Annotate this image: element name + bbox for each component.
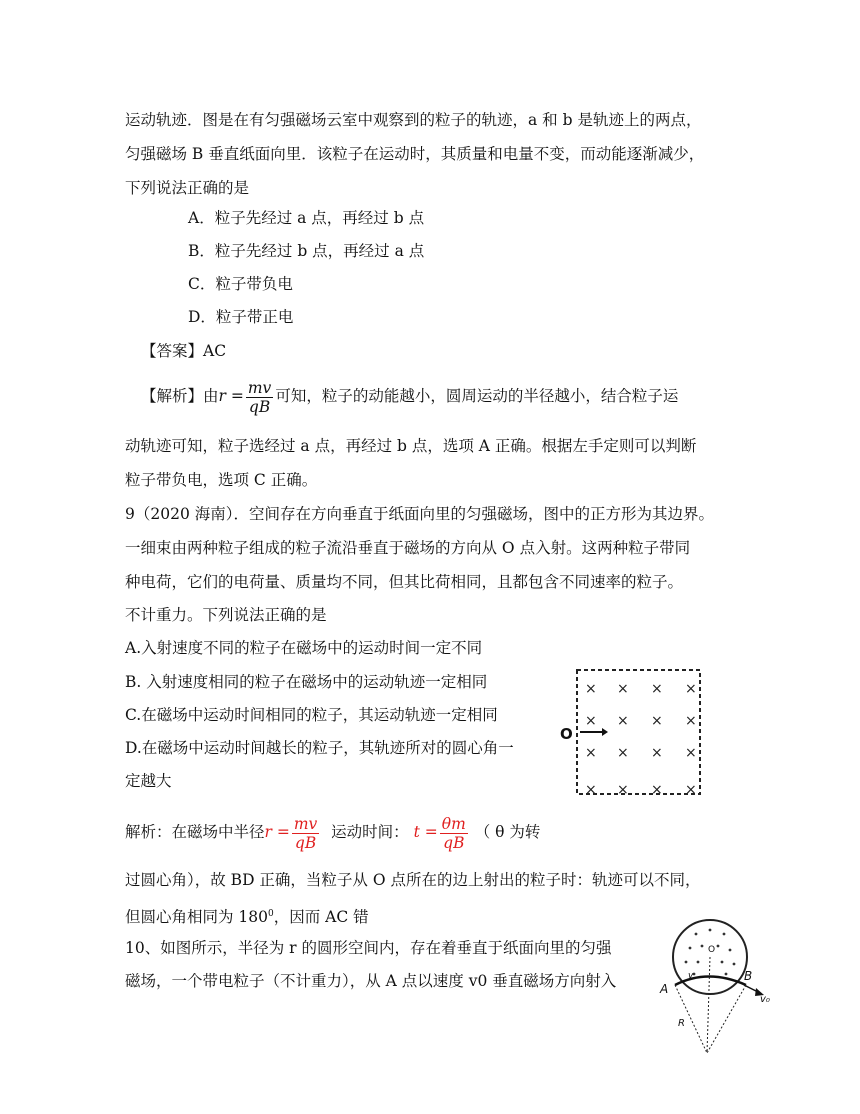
radius-line-right	[707, 985, 746, 1053]
circle-field-figure	[656, 910, 776, 1060]
question-line: 种电荷，它们的电荷量、质量均不同，但其比荷相同，且都包含不同速率的粒子。	[125, 573, 684, 591]
option-c: C.在磁场中运动时间相同的粒子，其运动轨迹一定相同	[125, 706, 498, 724]
label-v: v	[688, 971, 694, 981]
analysis-line: 粒子带负电，选项 C 正确。	[125, 471, 318, 489]
paragraph-line: 匀强磁场 B 垂直纸面向里．该粒子在运动时，其质量和电量不变，而动能逐渐减少，	[125, 145, 705, 163]
field-cross-2-1: ×	[617, 745, 629, 761]
option-d-continued: 定越大	[125, 772, 172, 790]
question-line: 磁场，一个带电粒子（不计重力），从 A 点以速度 v0 垂直磁场方向射入	[125, 972, 617, 990]
field-dot-1	[709, 929, 712, 932]
analysis-note: （ θ 为转	[474, 823, 541, 841]
analysis-line	[141, 376, 678, 416]
field-cross-1-2: ×	[651, 713, 663, 729]
analysis-line: 过圆心角），故 BD 正确，当粒子从 O 点所在的边上射出的粒子时：轨迹可以不同，	[125, 871, 701, 889]
field-dot-3	[689, 947, 692, 950]
option-c: C．粒子带负电	[188, 275, 293, 293]
option-b: B. 入射速度相同的粒子在磁场中的运动轨迹一定相同	[125, 673, 488, 691]
formula-denominator: qB	[248, 397, 271, 416]
field-cross-2-2: ×	[651, 745, 663, 761]
analysis-line	[125, 810, 540, 854]
degree-superscript: 0	[268, 909, 274, 919]
analysis-text: ，因而 AC 错	[273, 908, 369, 927]
analysis-line: 动轨迹可知，粒子选经过 a 点，再经过 b 点，选项 A 正确。根据左手定则可以判断	[125, 437, 697, 455]
label-b: B	[744, 969, 753, 983]
analysis-prefix: 解析：在磁场中半径	[125, 823, 265, 841]
field-dot-12	[725, 973, 728, 976]
field-cross-1-0: ×	[585, 713, 597, 729]
field-dot-5	[717, 945, 720, 948]
time-numerator: θm	[441, 814, 466, 833]
field-cross-0-1: ×	[617, 681, 629, 697]
field-dot-7	[685, 961, 688, 964]
analysis-line	[125, 904, 369, 927]
option-b: B．粒子先经过 b 点，再经过 a 点	[188, 242, 425, 260]
analysis-prefix: 【解析】由	[141, 387, 219, 405]
option-a: A．粒子先经过 a 点，再经过 b 点	[188, 209, 425, 227]
field-cross-1-3: ×	[685, 713, 697, 729]
field-dot-9	[721, 961, 724, 964]
field-dot-10	[733, 963, 736, 966]
field-cross-3-0: ×	[585, 782, 597, 798]
option-d: D．粒子带正电	[188, 308, 294, 326]
field-cross-3-1: ×	[617, 782, 629, 798]
time-label: 运动时间：	[331, 823, 409, 841]
field-dot-8	[697, 961, 700, 964]
field-cross-3-3: ×	[685, 782, 697, 798]
field-cross-2-0: ×	[585, 745, 597, 761]
center-line	[707, 957, 710, 1053]
radius-denominator: qB	[294, 833, 317, 852]
field-dot-4	[701, 945, 704, 948]
field-dot-0	[695, 933, 698, 936]
paragraph-line: 运动轨迹．图是在有匀强磁场云室中观察到的粒子的轨迹，a 和 b 是轨迹上的两点，	[125, 111, 702, 129]
field-dot-2	[723, 933, 726, 936]
paragraph-line: 下列说法正确的是	[125, 179, 250, 197]
time-denominator: qB	[443, 833, 465, 852]
field-cross-0-2: ×	[651, 681, 663, 697]
field-cross-3-2: ×	[651, 782, 663, 798]
question-line: 一细束由两种粒子组成的粒子流沿垂直于磁场的方向从 O 点入射。这两种粒子带同	[125, 539, 691, 557]
time-fraction	[440, 815, 468, 852]
formula-fraction	[246, 379, 273, 416]
radius-numerator: mv	[293, 814, 318, 833]
label-v0: v₀	[760, 994, 770, 1005]
field-crosses	[585, 681, 697, 798]
option-a: A.入射速度不同的粒子在磁场中的运动时间一定不同	[125, 639, 483, 657]
radius-formula-lhs: r =	[264, 823, 290, 841]
field-cross-0-0: ×	[585, 681, 597, 697]
origin-label: O	[560, 725, 573, 743]
label-r: R	[678, 1018, 685, 1029]
field-cross-1-1: ×	[617, 713, 629, 729]
analysis-text: 但圆心角相同为 180	[125, 908, 269, 927]
time-formula-lhs: t =	[413, 823, 438, 841]
answer: 【答案】AC	[141, 342, 227, 360]
option-d: D.在磁场中运动时间越长的粒子，其轨迹所对的圆心角一	[125, 739, 514, 757]
formula-lhs: r =	[218, 387, 244, 405]
field-cross-2-3: ×	[685, 745, 697, 761]
question-line: 9（2020 海南）．空间存在方向垂直于纸面向里的匀强磁场，图中的正方形为其边界。	[125, 505, 714, 523]
analysis-suffix: 可知，粒子的动能越小，圆周运动的半径越小，结合粒子运	[275, 387, 679, 405]
formula-numerator: mv	[247, 378, 272, 397]
radius-fraction	[292, 815, 319, 852]
field-dot-6	[729, 949, 732, 952]
square-field-figure	[560, 665, 710, 805]
arrow-head	[602, 728, 608, 736]
label-a: A	[660, 982, 669, 996]
center-label: O	[708, 945, 716, 955]
question-line: 10、如图所示，半径为 r 的圆形空间内，存在着垂直于纸面向里的匀强	[125, 939, 612, 957]
field-cross-0-3: ×	[685, 681, 697, 697]
question-line: 不计重力。下列说法正确的是	[125, 606, 327, 624]
